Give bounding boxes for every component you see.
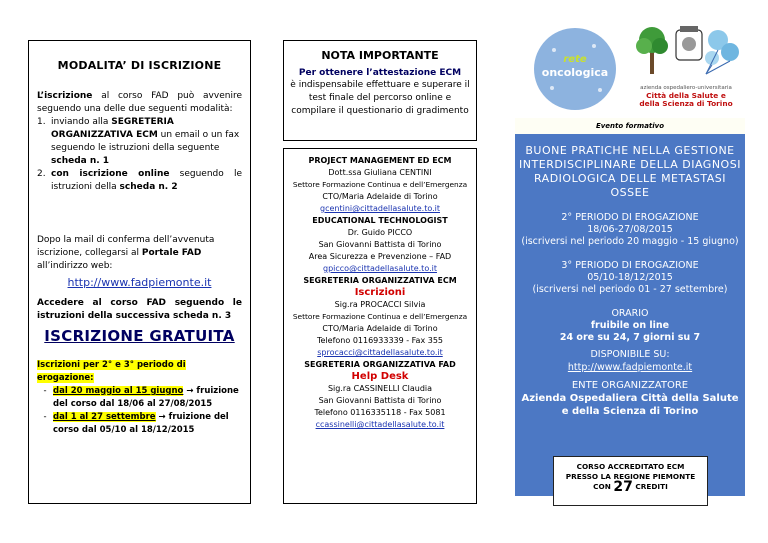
contact-et	[288, 215, 472, 275]
pm-email-link[interactable]: gcentini@cittadellasalute.to.it	[319, 204, 441, 213]
periods-title: Iscrizioni per 2° e 3° periodo di erogazione:	[37, 360, 186, 383]
credits-con: CON	[593, 482, 611, 491]
period-2-dates: dal 20 maggio al 15 giugno	[53, 386, 184, 396]
pm-address: CTO/Maria Adelaide di Torino	[322, 192, 438, 201]
period-2-block	[518, 212, 742, 248]
registration-panel	[28, 40, 251, 504]
organizer-block	[518, 379, 742, 418]
rete-word: rete	[563, 54, 587, 65]
after-confirmation	[37, 234, 242, 273]
important-note-panel	[283, 40, 477, 141]
free-registration: ISCRIZIONE GRATUITA	[44, 327, 235, 345]
sec-email-link[interactable]: sprocacci@cittadellasalute.to.it	[317, 348, 443, 357]
period-3-rest: → fruizione del corso dal 05/10 al 18/12/2015	[53, 412, 229, 435]
event-panel	[515, 118, 745, 496]
citta-salute-logo	[630, 22, 742, 114]
period-2-item	[37, 385, 242, 411]
option-2-a: con iscrizione online	[51, 169, 170, 179]
period-3-dates: dal 1 al 27 settembre	[53, 412, 156, 422]
period-3-item	[37, 411, 242, 437]
contact-pm	[288, 155, 472, 215]
fad-name: Sig.ra CASSINELLI Claudia	[327, 384, 433, 393]
note-body: è indispensabile effettuare e superare il test finale del percorso online e compilare il questionario di gradimento	[290, 80, 470, 116]
periods-note	[37, 359, 242, 437]
option-2	[37, 168, 242, 194]
fad-red-label: Help Desk	[351, 371, 409, 382]
dash: -	[43, 386, 47, 396]
option-2-b: seguendo le istruzioni della	[51, 169, 242, 192]
fad-title: SEGRETERIA ORGANIZZATIVA FAD	[304, 360, 456, 369]
sec-phone: Telefono 0116933339 - Fax 355	[317, 336, 443, 345]
after-a: Dopo la mail di conferma dell’avvenuta iscrizione, collegarsi al	[37, 235, 215, 258]
contact-secretariat-fad	[288, 359, 472, 431]
event-content	[515, 136, 745, 422]
city-line-2: Città della Salute e	[646, 91, 726, 100]
pm-title: PROJECT MANAGEMENT ED ECM	[308, 156, 452, 165]
schedule-online: fruibile on line	[590, 320, 670, 331]
fad-address: San Giovanni Battista di Torino	[318, 396, 442, 405]
after-b: Portale FAD	[141, 248, 202, 258]
available-block	[518, 348, 742, 374]
et-dept: Area Sicurezza e Prevenzione – FAD	[308, 252, 452, 261]
option-1-b: SEGRETERIA ORGANIZZATIVA ECM	[51, 117, 174, 140]
event-label: Evento formativo	[515, 118, 745, 134]
et-title: EDUCATIONAL TECHNOLOGIST	[312, 216, 448, 225]
schedule-label: ORARIO	[611, 308, 649, 319]
pm-name: Dott.ssa Giuliana CENTINI	[328, 168, 432, 177]
dash: -	[43, 412, 47, 422]
period-2-label: 2° PERIODO DI EROGAZIONE	[561, 212, 699, 223]
tree-and-crest-icon	[630, 22, 742, 84]
period-3-label: 3° PERIODO DI EROGAZIONE	[561, 260, 699, 271]
citta-salute-text	[630, 84, 742, 108]
organizer-label: ENTE ORGANIZZATORE	[571, 380, 689, 391]
option-1-d: scheda n. 1	[51, 156, 110, 166]
period-3-text	[53, 411, 242, 437]
oncologica-word: oncologica	[541, 66, 609, 79]
credits-line-2: PRESSO LA REGIONE PIEMONTE	[565, 472, 696, 481]
city-line-3: della Scienza di Torino	[639, 99, 733, 108]
fad-email-link[interactable]: ccassinelli@cittadellasalute.to.it	[315, 420, 445, 429]
period-2-text	[53, 385, 242, 411]
credits-number: 27	[613, 479, 633, 495]
et-address: San Giovanni Battista di Torino	[318, 240, 442, 249]
credits-line-3	[554, 479, 707, 495]
et-name: Dr. Guido PICCO	[347, 228, 413, 237]
period-2-registration: (iscriversi nel periodo 20 maggio - 15 giugno)	[521, 236, 739, 247]
contact-secretariat-ecm	[288, 275, 472, 359]
sec-red-label: Iscrizioni	[354, 287, 406, 298]
period-2-rest: → fruizione del corso dal 18/06 al 27/08/2015	[53, 386, 239, 409]
option-1	[37, 116, 242, 168]
period-3-dates: 05/10-18/12/2015	[587, 272, 673, 283]
city-line-1: azienda ospedaliero-universitaria	[640, 85, 732, 91]
option-1-text	[51, 116, 242, 168]
access-instructions: Accedere al corso FAD seguendo le istruzioni della successiva scheda n. 3	[37, 298, 242, 321]
option-2-number: 2.	[37, 169, 46, 179]
intro-bold: L’iscrizione	[37, 91, 93, 101]
sec-title: SEGRETERIA ORGANIZZATIVA ECM	[303, 276, 457, 285]
pm-dept: Settore Formazione Continua e dell’Emergenza	[292, 180, 468, 189]
period-2-dates: 18/06-27/08/2015	[587, 224, 673, 235]
sec-dept: Settore Formazione Continua e dell’Emergenza	[292, 312, 468, 321]
credits-word: CREDITI	[635, 482, 668, 491]
after-c: all’indirizzo web:	[37, 261, 113, 271]
option-1-c: un email o un fax seguendo le istruzioni della seguente	[51, 130, 240, 153]
schedule-block	[518, 308, 742, 344]
schedule-hours: 24 ore su 24, 7 giorni su 7	[559, 332, 701, 343]
rete-oncologica-logo	[534, 28, 616, 110]
note-title: NOTA IMPORTANTE	[321, 49, 439, 62]
credits-line-1: CORSO ACCREDITATO ECM	[576, 462, 685, 471]
credits-box	[553, 456, 708, 506]
fad-link[interactable]: http://www.fadpiemonte.it	[67, 276, 212, 289]
contacts-panel	[283, 148, 477, 504]
period-3-registration: (iscriversi nel periodo 01 - 27 settembre)	[532, 284, 728, 295]
registration-title: MODALITA’ DI ISCRIZIONE	[57, 59, 222, 72]
registration-intro	[37, 90, 242, 116]
fad-phone: Telefono 0116335118 - Fax 5081	[314, 408, 446, 417]
organizer-name: Azienda Ospedaliera Città della Salute e della Scienza di Torino	[521, 393, 739, 417]
option-2-text	[51, 168, 242, 194]
option-2-c: scheda n. 2	[119, 182, 178, 192]
option-1-number: 1.	[37, 117, 46, 127]
available-link[interactable]: http://www.fadpiemonte.it	[567, 362, 693, 373]
intro-rest: al corso FAD può avvenire seguendo una delle due seguenti modalità:	[37, 91, 242, 114]
et-email-link[interactable]: gpicco@cittadellasalute.to.it	[323, 264, 437, 273]
period-3-block	[518, 260, 742, 296]
sec-address: CTO/Maria Adelaide di Torino	[322, 324, 438, 333]
available-label: DISPONIBILE SU:	[590, 349, 670, 360]
event-title: BUONE PRATICHE NELLA GESTIONE INTERDISCIPLINARE DELLA DIAGNOSI RADIOLOGICA DELLE METASTASI OSSEE	[519, 144, 741, 199]
option-1-a: inviando alla	[51, 117, 112, 127]
note-subtitle: Per ottenere l’attestazione ECM	[298, 68, 462, 78]
sec-name: Sig.ra PROCACCI Silvia	[334, 300, 426, 309]
